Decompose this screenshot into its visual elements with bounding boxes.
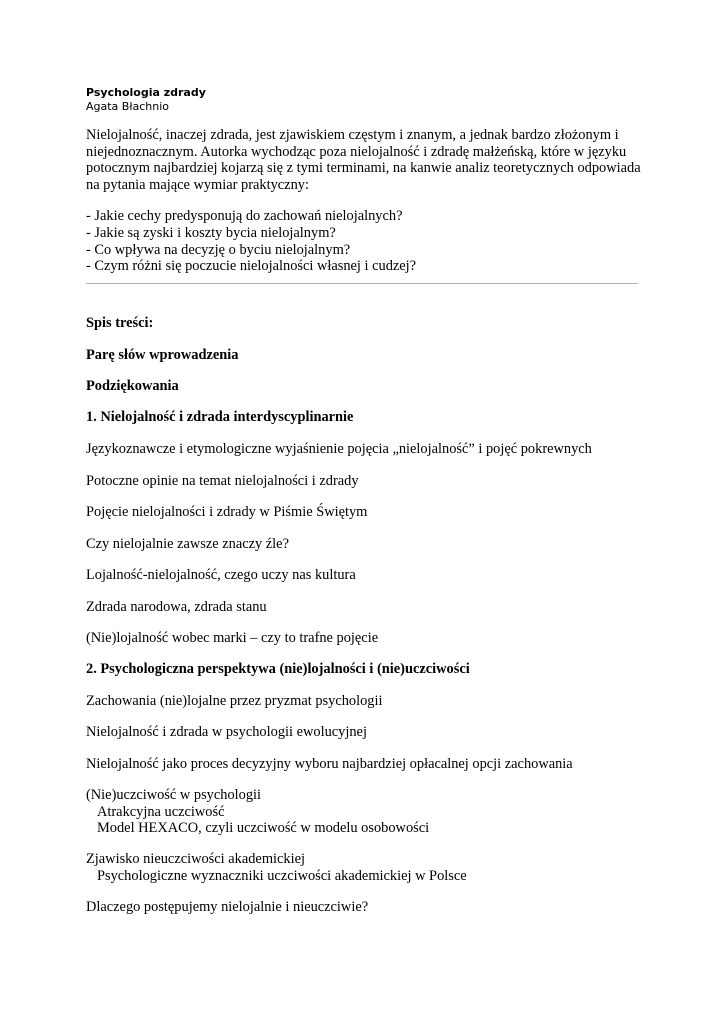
toc-section-group [86, 851, 646, 884]
toc-subsection: Psychologiczne wyznaczniki uczciwości akademickiej w Polsce [97, 867, 467, 884]
intro-paragraph: Nielojalność, inaczej zdrada, jest zjawiskiem częstym i znanym, a jednak bardzo złożonym i niejednoznacznym. Autorka wychodząc poza nielojalność i zdradę małżeńską, które w języku potocznym najbardziej kojarzą się z tymi terminami, na kanwie analiz teoretycznych odpowiada na pytania mające wymiar praktyczny: [86, 127, 641, 193]
question-item: - Jakie są zyski i koszty bycia nielojalnym? [86, 224, 336, 241]
question-item: - Jakie cechy predysponują do zachowań nielojalnych? [86, 208, 403, 225]
toc-entry-acknowledgements: Podziękowania [86, 378, 179, 394]
toc-section: Zachowania (nie)lojalne przez pryzmat psychologii [86, 693, 383, 709]
toc-section-group [86, 787, 646, 837]
toc-chapter-2: 2. Psychologiczna perspektywa (nie)lojalności i (nie)uczciwości [86, 661, 470, 677]
toc-section: Lojalność-nielojalność, czego uczy nas kultura [86, 567, 356, 583]
question-item: - Co wpływa na decyzję o byciu nielojalnym? [86, 241, 351, 258]
question-list [86, 208, 642, 274]
toc-chapter-1: 1. Nielojalność i zdrada interdyscyplinarnie [86, 409, 354, 425]
question-item: - Czym różni się poczucie nielojalności własnej i cudzej? [86, 258, 417, 275]
toc-section: (Nie)lojalność wobec marki – czy to trafne pojęcie [86, 630, 379, 646]
toc-heading: Spis treści: [86, 315, 154, 331]
toc-subsection: Model HEXACO, czyli uczciwość w modelu osobowości [97, 820, 430, 837]
toc-section: Potoczne opinie na temat nielojalności i zdrady [86, 473, 359, 489]
toc-section: Czy nielojalnie zawsze znaczy źle? [86, 536, 289, 552]
toc-section: Nielojalność jako proces decyzyjny wyboru najbardziej opłacalnej opcji zachowania [86, 756, 573, 772]
toc-subsection: Atrakcyjna uczciwość [97, 803, 225, 820]
toc-section: Zjawisko nieuczciwości akademickiej [86, 851, 305, 867]
toc-section: Pojęcie nielojalności i zdrady w Piśmie Świętym [86, 504, 368, 520]
section-divider [86, 283, 638, 284]
book-author: Agata Błachnio [86, 100, 169, 113]
toc-section: Zdrada narodowa, zdrada stanu [86, 599, 267, 615]
toc-section: Dlaczego postępujemy nielojalnie i nieuczciwie? [86, 899, 369, 915]
document-page [86, 86, 642, 284]
toc-entry-introduction: Parę słów wprowadzenia [86, 347, 239, 363]
toc-section: (Nie)uczciwość w psychologii [86, 787, 262, 803]
toc-section: Nielojalność i zdrada w psychologii ewolucyjnej [86, 724, 367, 740]
book-title: Psychologia zdrady [86, 86, 206, 99]
toc-section: Językoznawcze i etymologiczne wyjaśnienie pojęcia „nielojalność” i pojęć pokrewnych [86, 441, 592, 457]
